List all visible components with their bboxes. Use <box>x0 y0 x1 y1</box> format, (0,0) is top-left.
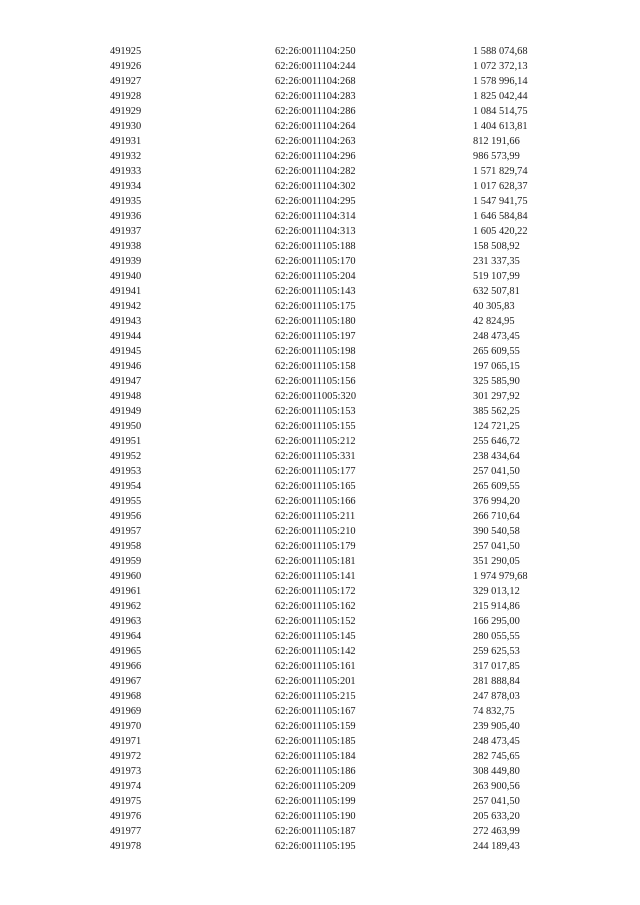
row-number: 491932 <box>110 151 142 162</box>
cadastral-number: 62:26:0011105:204 <box>275 271 356 282</box>
table-row <box>110 839 570 854</box>
row-number: 491929 <box>110 106 142 117</box>
cadastral-number: 62:26:0011105:215 <box>275 691 356 702</box>
row-number: 491970 <box>110 721 142 732</box>
cadastral-number: 62:26:0011105:153 <box>275 406 356 417</box>
row-number: 491960 <box>110 571 142 582</box>
cadastral-value: 376 994,20 <box>473 496 520 507</box>
table-row <box>110 149 570 164</box>
cadastral-value: 215 914,86 <box>473 601 520 612</box>
cadastral-value: 158 508,92 <box>473 241 520 252</box>
cadastral-value: 266 710,64 <box>473 511 520 522</box>
cadastral-value: 74 832,75 <box>473 706 515 717</box>
table-row <box>110 524 570 539</box>
table-row <box>110 614 570 629</box>
cadastral-number: 62:26:0011105:210 <box>275 526 356 537</box>
cadastral-number: 62:26:0011104:313 <box>275 226 356 237</box>
row-number: 491931 <box>110 136 142 147</box>
table-row <box>110 764 570 779</box>
row-number: 491968 <box>110 691 142 702</box>
table-row <box>110 299 570 314</box>
cadastral-number: 62:26:0011104:250 <box>275 46 356 57</box>
row-number: 491950 <box>110 421 142 432</box>
cadastral-value: 280 055,55 <box>473 631 520 642</box>
table-row <box>110 239 570 254</box>
cadastral-number: 62:26:0011105:186 <box>275 766 356 777</box>
row-number: 491957 <box>110 526 142 537</box>
cadastral-value: 1 578 996,14 <box>473 76 528 87</box>
cadastral-value: 308 449,80 <box>473 766 520 777</box>
table-row <box>110 44 570 59</box>
table-row <box>110 464 570 479</box>
row-number: 491953 <box>110 466 142 477</box>
table-row <box>110 269 570 284</box>
row-number: 491952 <box>110 451 142 462</box>
table-row <box>110 209 570 224</box>
cadastral-number: 62:26:0011105:158 <box>275 361 356 372</box>
row-number: 491976 <box>110 811 142 822</box>
cadastral-number: 62:26:0011104:263 <box>275 136 356 147</box>
row-number: 491975 <box>110 796 142 807</box>
cadastral-value: 1 547 941,75 <box>473 196 528 207</box>
cadastral-value: 986 573,99 <box>473 151 520 162</box>
cadastral-number: 62:26:0011105:170 <box>275 256 356 267</box>
row-number: 491940 <box>110 271 142 282</box>
row-number: 491954 <box>110 481 142 492</box>
cadastral-number: 62:26:0011105:143 <box>275 286 356 297</box>
cadastral-number: 62:26:0011104:283 <box>275 91 356 102</box>
table-row <box>110 404 570 419</box>
cadastral-number: 62:26:0011104:295 <box>275 196 356 207</box>
cadastral-value: 265 609,55 <box>473 346 520 357</box>
row-number: 491967 <box>110 676 142 687</box>
cadastral-number: 62:26:0011104:268 <box>275 76 356 87</box>
cadastral-value: 1 646 584,84 <box>473 211 528 222</box>
cadastral-value: 1 571 829,74 <box>473 166 528 177</box>
table-row <box>110 689 570 704</box>
row-number: 491969 <box>110 706 142 717</box>
row-number: 491977 <box>110 826 142 837</box>
table-row <box>110 164 570 179</box>
cadastral-number: 62:26:0011105:145 <box>275 631 356 642</box>
row-number: 491963 <box>110 616 142 627</box>
cadastral-number: 62:26:0011105:180 <box>275 316 356 327</box>
cadastral-value: 1 974 979,68 <box>473 571 528 582</box>
cadastral-value: 1 072 372,13 <box>473 61 528 72</box>
cadastral-value: 317 017,85 <box>473 661 520 672</box>
cadastral-value: 40 305,83 <box>473 301 515 312</box>
row-number: 491958 <box>110 541 142 552</box>
row-number: 491937 <box>110 226 142 237</box>
cadastral-number: 62:26:0011105:177 <box>275 466 356 477</box>
row-number: 491934 <box>110 181 142 192</box>
cadastral-value: 1 017 628,37 <box>473 181 528 192</box>
table-row <box>110 494 570 509</box>
cadastral-value: 205 633,20 <box>473 811 520 822</box>
cadastral-value: 265 609,55 <box>473 481 520 492</box>
table-row <box>110 359 570 374</box>
cadastral-number: 62:26:0011105:187 <box>275 826 356 837</box>
table-row <box>110 179 570 194</box>
table-row <box>110 89 570 104</box>
cadastral-number: 62:26:0011104:302 <box>275 181 356 192</box>
table-row <box>110 374 570 389</box>
row-number: 491962 <box>110 601 142 612</box>
cadastral-number: 62:26:0011104:286 <box>275 106 356 117</box>
cadastral-value: 248 473,45 <box>473 331 520 342</box>
cadastral-value: 247 878,03 <box>473 691 520 702</box>
cadastral-number: 62:26:0011105:175 <box>275 301 356 312</box>
cadastral-number: 62:26:0011105:155 <box>275 421 356 432</box>
cadastral-value: 1 084 514,75 <box>473 106 528 117</box>
table-row <box>110 284 570 299</box>
cadastral-value: 390 540,58 <box>473 526 520 537</box>
cadastral-value: 272 463,99 <box>473 826 520 837</box>
table-row <box>110 104 570 119</box>
row-number: 491978 <box>110 841 142 852</box>
table-row <box>110 809 570 824</box>
row-number: 491945 <box>110 346 142 357</box>
cadastral-number: 62:26:0011105:190 <box>275 811 356 822</box>
row-number: 491951 <box>110 436 142 447</box>
row-number: 491933 <box>110 166 142 177</box>
cadastral-value: 632 507,81 <box>473 286 520 297</box>
cadastral-value: 166 295,00 <box>473 616 520 627</box>
cadastral-number: 62:26:0011105:156 <box>275 376 356 387</box>
table-row <box>110 449 570 464</box>
table-row <box>110 314 570 329</box>
table-row <box>110 329 570 344</box>
table-row <box>110 659 570 674</box>
cadastral-number: 62:26:0011105:167 <box>275 706 356 717</box>
cadastral-value: 282 745,65 <box>473 751 520 762</box>
cadastral-value: 385 562,25 <box>473 406 520 417</box>
table-row <box>110 344 570 359</box>
cadastral-number: 62:26:0011105:159 <box>275 721 356 732</box>
cadastral-value: 301 297,92 <box>473 391 520 402</box>
cadastral-number: 62:26:0011105:172 <box>275 586 356 597</box>
table-row <box>110 389 570 404</box>
cadastral-value: 281 888,84 <box>473 676 520 687</box>
cadastral-number: 62:26:0011105:142 <box>275 646 356 657</box>
cadastral-value: 257 041,50 <box>473 796 520 807</box>
table-row <box>110 59 570 74</box>
table-row <box>110 539 570 554</box>
cadastral-value: 1 404 613,81 <box>473 121 528 132</box>
table-row <box>110 734 570 749</box>
cadastral-number: 62:26:0011105:161 <box>275 661 356 672</box>
row-number: 491956 <box>110 511 142 522</box>
cadastral-value: 257 041,50 <box>473 541 520 552</box>
row-number: 491926 <box>110 61 142 72</box>
cadastral-number: 62:26:0011105:185 <box>275 736 356 747</box>
table-row <box>110 434 570 449</box>
row-number: 491938 <box>110 241 142 252</box>
cadastral-number: 62:26:0011105:166 <box>275 496 356 507</box>
row-number: 491971 <box>110 736 142 747</box>
table-row <box>110 479 570 494</box>
cadastral-number: 62:26:0011105:165 <box>275 481 356 492</box>
table-row <box>110 569 570 584</box>
cadastral-number: 62:26:0011105:152 <box>275 616 356 627</box>
row-number: 491939 <box>110 256 142 267</box>
cadastral-number: 62:26:0011105:141 <box>275 571 356 582</box>
cadastral-value: 519 107,99 <box>473 271 520 282</box>
row-number: 491973 <box>110 766 142 777</box>
table-row <box>110 134 570 149</box>
cadastral-value: 124 721,25 <box>473 421 520 432</box>
row-number: 491928 <box>110 91 142 102</box>
row-number: 491961 <box>110 586 142 597</box>
table-row <box>110 419 570 434</box>
cadastral-number: 62:26:0011104:244 <box>275 61 356 72</box>
row-number: 491972 <box>110 751 142 762</box>
table-row <box>110 824 570 839</box>
row-number: 491965 <box>110 646 142 657</box>
row-number: 491966 <box>110 661 142 672</box>
row-number: 491927 <box>110 76 142 87</box>
cadastral-value: 239 905,40 <box>473 721 520 732</box>
row-number: 491943 <box>110 316 142 327</box>
table-row <box>110 719 570 734</box>
row-number: 491959 <box>110 556 142 567</box>
cadastral-number: 62:26:0011105:198 <box>275 346 356 357</box>
table-row <box>110 599 570 614</box>
row-number: 491974 <box>110 781 142 792</box>
row-number: 491941 <box>110 286 142 297</box>
row-number: 491947 <box>110 376 142 387</box>
cadastral-number: 62:26:0011105:197 <box>275 331 356 342</box>
table-row <box>110 629 570 644</box>
cadastral-number: 62:26:0011105:211 <box>275 511 356 522</box>
cadastral-value: 259 625,53 <box>473 646 520 657</box>
cadastral-value: 238 434,64 <box>473 451 520 462</box>
table-row <box>110 554 570 569</box>
cadastral-number: 62:26:0011104:264 <box>275 121 356 132</box>
cadastral-value: 351 290,05 <box>473 556 520 567</box>
cadastral-number: 62:26:0011105:201 <box>275 676 356 687</box>
table-row <box>110 644 570 659</box>
cadastral-value: 257 041,50 <box>473 466 520 477</box>
cadastral-number: 62:26:0011104:314 <box>275 211 356 222</box>
row-number: 491949 <box>110 406 142 417</box>
cadastral-value-table <box>110 44 570 854</box>
cadastral-value: 42 824,95 <box>473 316 515 327</box>
table-row <box>110 254 570 269</box>
cadastral-number: 62:26:0011105:209 <box>275 781 356 792</box>
cadastral-number: 62:26:0011104:296 <box>275 151 356 162</box>
cadastral-number: 62:26:0011104:282 <box>275 166 356 177</box>
row-number: 491942 <box>110 301 142 312</box>
table-row <box>110 194 570 209</box>
cadastral-number: 62:26:0011105:184 <box>275 751 356 762</box>
cadastral-value: 812 191,66 <box>473 136 520 147</box>
table-row <box>110 119 570 134</box>
cadastral-number: 62:26:0011105:331 <box>275 451 356 462</box>
row-number: 491946 <box>110 361 142 372</box>
cadastral-value: 255 646,72 <box>473 436 520 447</box>
row-number: 491930 <box>110 121 142 132</box>
table-row <box>110 74 570 89</box>
row-number: 491925 <box>110 46 142 57</box>
cadastral-value: 329 013,12 <box>473 586 520 597</box>
cadastral-number: 62:26:0011105:162 <box>275 601 356 612</box>
cadastral-number: 62:26:0011105:179 <box>275 541 356 552</box>
row-number: 491944 <box>110 331 142 342</box>
cadastral-value: 263 900,56 <box>473 781 520 792</box>
cadastral-value: 231 337,35 <box>473 256 520 267</box>
cadastral-number: 62:26:0011105:199 <box>275 796 356 807</box>
table-row <box>110 509 570 524</box>
cadastral-value: 325 585,90 <box>473 376 520 387</box>
cadastral-value: 244 189,43 <box>473 841 520 852</box>
row-number: 491936 <box>110 211 142 222</box>
cadastral-number: 62:26:0011105:212 <box>275 436 356 447</box>
table-row <box>110 749 570 764</box>
row-number: 491948 <box>110 391 142 402</box>
table-row <box>110 224 570 239</box>
table-row <box>110 779 570 794</box>
row-number: 491964 <box>110 631 142 642</box>
table-row <box>110 794 570 809</box>
table-row <box>110 704 570 719</box>
cadastral-number: 62:26:0011105:188 <box>275 241 356 252</box>
cadastral-value: 1 825 042,44 <box>473 91 528 102</box>
cadastral-number: 62:26:0011005:320 <box>275 391 357 402</box>
cadastral-value: 197 065,15 <box>473 361 520 372</box>
table-row <box>110 674 570 689</box>
cadastral-value: 248 473,45 <box>473 736 520 747</box>
row-number: 491935 <box>110 196 142 207</box>
cadastral-value: 1 605 420,22 <box>473 226 528 237</box>
cadastral-value: 1 588 074,68 <box>473 46 528 57</box>
row-number: 491955 <box>110 496 142 507</box>
cadastral-number: 62:26:0011105:195 <box>275 841 356 852</box>
table-row <box>110 584 570 599</box>
cadastral-number: 62:26:0011105:181 <box>275 556 356 567</box>
